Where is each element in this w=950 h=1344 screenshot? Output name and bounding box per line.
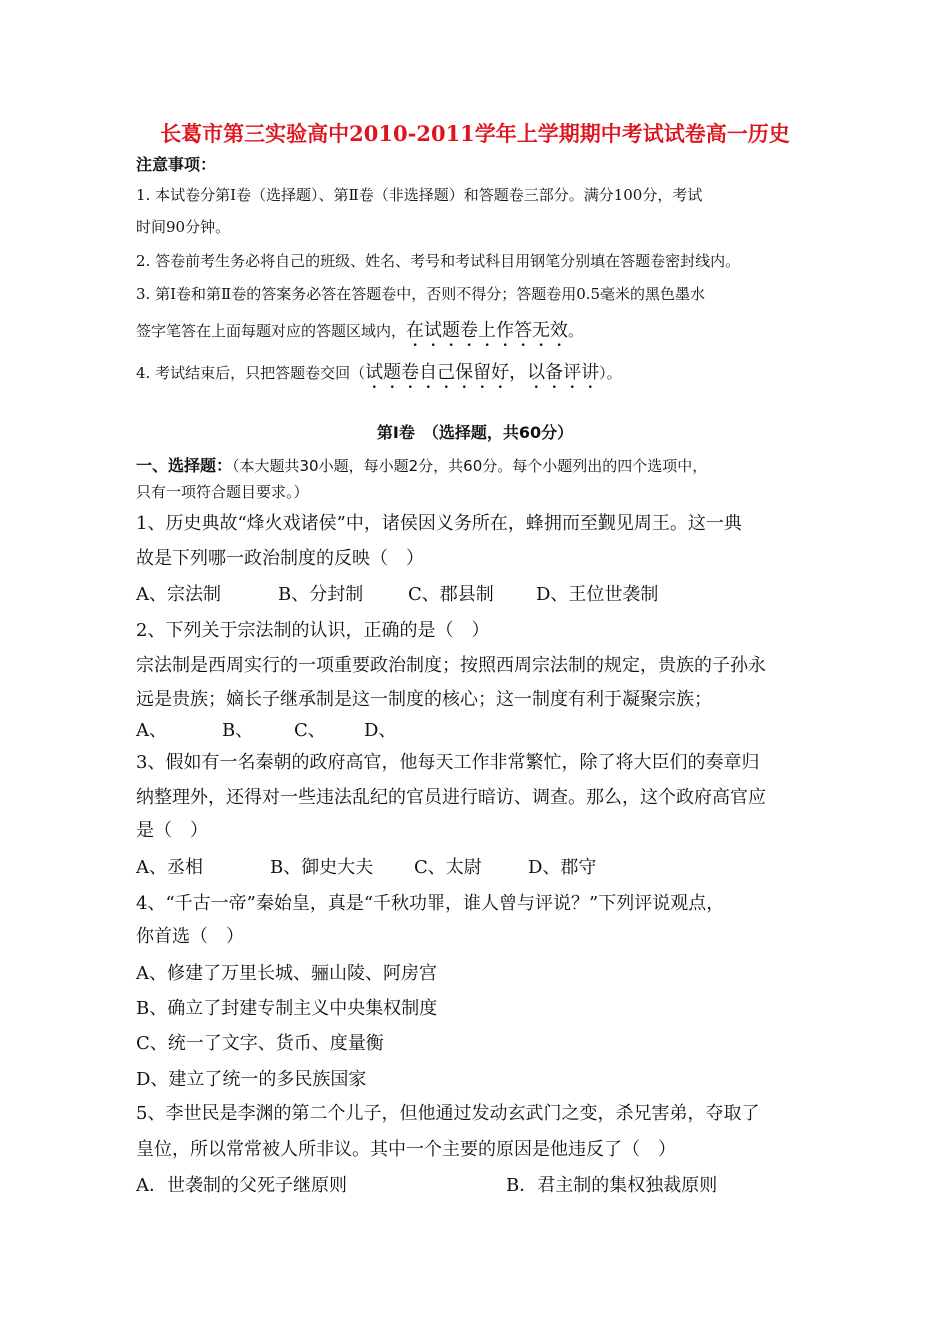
q3-line-1: 3、假如有一名秦朝的政府高官，他每天工作非常繁忙，除了将大臣们的奏章归 xyxy=(136,752,760,773)
note-3-line-2 xyxy=(136,316,583,351)
note-3-emphasis: 在试题卷上作答无效 xyxy=(406,320,569,341)
note-4 xyxy=(136,358,622,393)
q4-option-a: A、修建了万里长城、骊山陵、阿房宫 xyxy=(136,963,437,984)
q1-option-b: B、分封制 xyxy=(278,584,364,605)
q1-line-2: 故是下列哪一政治制度的反映（ ） xyxy=(136,548,424,569)
q5-option-b: B．君主制的集权独裁原则 xyxy=(506,1175,718,1196)
q4-line-1: 4、“千古一帝”秦始皇，真是“千秋功罪，谁人曾与评说？”下列评说观点， xyxy=(136,893,725,914)
q2-option-c: C、 xyxy=(294,720,326,741)
note-2: 2. 答卷前考生务必将自己的班级、姓名、考号和考试科目用钢笔分别填在答题卷密封线内。 xyxy=(136,252,741,270)
q1-option-a: A、宗法制 xyxy=(136,584,221,605)
q3-line-2: 纳整理外，还得对一些违法乱纪的官员进行暗访、调查。那么，这个政府高官应 xyxy=(136,787,766,808)
q3-line-3: 是（ ） xyxy=(136,820,208,841)
q5-option-a: A．世袭制的父死子继原则 xyxy=(136,1175,347,1196)
note-3-end: 。 xyxy=(568,322,584,340)
note-1-line-2: 时间90分钟。 xyxy=(136,218,231,236)
part-intro-line-1 xyxy=(136,453,707,476)
q3-options xyxy=(136,853,596,879)
part-intro-line-2: 只有一项符合题目要求。） xyxy=(136,483,309,501)
q4-option-d: D、建立了统一的多民族国家 xyxy=(136,1069,367,1090)
q2-line-2: 宗法制是西周实行的一项重要政治制度；按照西周宗法制的规定，贵族的子孙永 xyxy=(136,655,766,676)
q1-line-1: 1、历史典故“烽火戏诸侯”中，诸侯因义务所在，蜂拥而至觐见周王。这一典 xyxy=(136,513,742,534)
note-1-line-1: 1. 本试卷分第Ⅰ卷（选择题）、第Ⅱ卷（非选择题）和答题卷三部分。满分100分，考试 xyxy=(136,186,703,204)
q2-option-a: A、 xyxy=(136,720,167,741)
q3-option-c: C、太尉 xyxy=(414,857,482,878)
q2-option-d: D、 xyxy=(364,720,397,741)
q5-line-1: 5、李世民是李渊的第二个儿子，但他通过发动玄武门之变，杀兄害弟，夺取了 xyxy=(136,1103,760,1124)
q3-option-b: B、御史大夫 xyxy=(270,857,374,878)
q4-line-2: 你首选（ ） xyxy=(136,926,244,947)
q5-line-2: 皇位，所以常常被人所非议。其中一个主要的原因是他违反了（ ） xyxy=(136,1139,676,1160)
exam-title: 长葛市第三实验高中2010-2011学年上学期期中考试试卷高一历史 xyxy=(160,121,790,146)
q4-option-c: C、统一了文字、货币、度量衡 xyxy=(136,1033,384,1054)
q2-line-3: 远是贵族；嫡长子继承制是这一制度的核心；这一制度有利于凝聚宗族； xyxy=(136,689,712,710)
q4-option-b: B、确立了封建专制主义中央集权制度 xyxy=(136,998,438,1019)
q3-option-d: D、郡守 xyxy=(528,857,597,878)
q2-options xyxy=(136,716,396,742)
notes-heading: 注意事项： xyxy=(136,155,217,174)
part-desc-1: （本大题共30小题，每小题2分，共60分。每个小题列出的四个选项中， xyxy=(232,457,708,475)
q1-options xyxy=(136,580,658,606)
q2-option-b: B、 xyxy=(222,720,254,741)
note-4-emphasis: 试题卷自己保留好，以备评讲 xyxy=(365,362,600,383)
q1-option-c: C、郡县制 xyxy=(408,584,494,605)
q1-option-d: D、王位世袭制 xyxy=(536,584,659,605)
part-label: 一、选择题： xyxy=(136,456,233,475)
section-heading: 第Ⅰ卷 （选择题，共60分） xyxy=(376,423,574,442)
q5-options xyxy=(136,1171,717,1197)
note-4-end: ）。 xyxy=(599,364,622,382)
q3-option-a: A、丞相 xyxy=(136,857,203,878)
q2-line-1: 2、下列关于宗法制的认识，正确的是（ ） xyxy=(136,620,490,641)
note-4-text: 4. 考试结束后，只把答题卷交回（ xyxy=(136,364,366,382)
note-3-text: 签字笔答在上面每题对应的答题区域内， xyxy=(136,322,407,340)
note-3-line-1: 3. 第Ⅰ卷和第Ⅱ卷的答案务必答在答题卷中，否则不得分；答题卷用0.5毫米的黑色墨水 xyxy=(136,285,706,303)
